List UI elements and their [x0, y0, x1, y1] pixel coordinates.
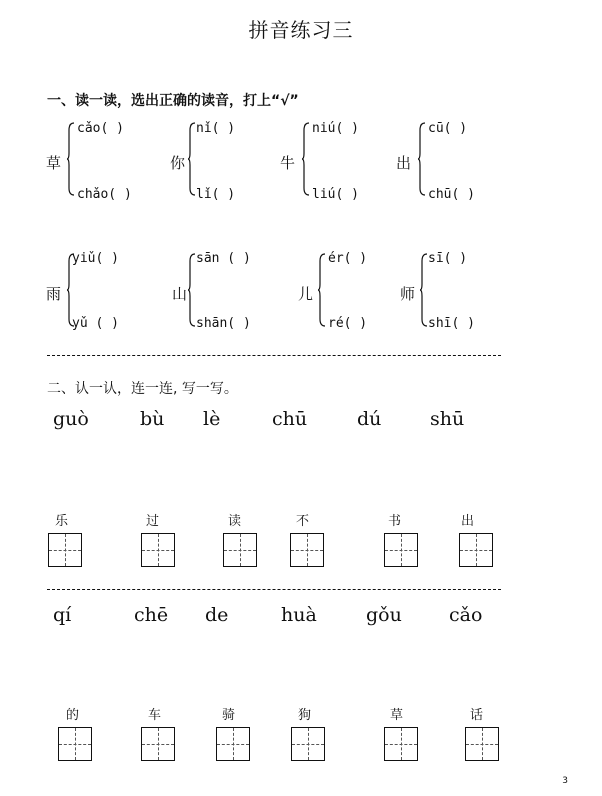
group-character: 你 — [170, 154, 186, 172]
pinyin-word[interactable]: chē — [134, 604, 169, 626]
brace-icon — [67, 122, 75, 196]
writing-grid-box[interactable] — [384, 533, 418, 567]
option-bottom[interactable]: chū( ) — [428, 187, 475, 202]
pinyin-word[interactable]: qí — [53, 604, 72, 626]
hanzi-character[interactable]: 草 — [390, 708, 404, 723]
hanzi-character[interactable]: 读 — [228, 514, 242, 529]
writing-grid-box[interactable] — [216, 727, 250, 761]
option-bottom[interactable]: shī( ) — [428, 316, 475, 331]
option-bottom[interactable]: chǎo( ) — [77, 187, 132, 202]
brace-icon — [318, 253, 326, 327]
hanzi-character[interactable]: 狗 — [298, 708, 312, 723]
hanzi-character[interactable]: 不 — [296, 514, 310, 529]
section2-heading: 二、认一认，连一连, 写一写。 — [47, 381, 238, 397]
option-top[interactable]: ér( ) — [328, 251, 368, 266]
group-character: 出 — [396, 154, 412, 172]
writing-grid-box[interactable] — [141, 727, 175, 761]
pinyin-word[interactable]: huà — [281, 604, 317, 626]
pinyin-word[interactable]: lè — [203, 408, 221, 430]
pinyin-word[interactable]: bù — [140, 408, 165, 430]
brace-icon — [188, 253, 196, 327]
dashed-divider — [47, 589, 501, 590]
dashed-divider — [47, 355, 501, 356]
group-character: 雨 — [46, 285, 62, 303]
group-character: 师 — [400, 285, 416, 303]
pinyin-word[interactable]: shū — [430, 408, 465, 430]
brace-icon — [420, 253, 428, 327]
option-bottom[interactable]: lǐ( ) — [196, 187, 236, 202]
group-character: 山 — [172, 285, 188, 303]
option-top[interactable]: sān ( ) — [196, 251, 251, 266]
page-number: 3 — [562, 776, 568, 786]
option-top[interactable]: nǐ( ) — [196, 121, 236, 136]
writing-grid-box[interactable] — [465, 727, 499, 761]
hanzi-character[interactable]: 的 — [66, 708, 80, 723]
pinyin-word[interactable]: dú — [357, 408, 382, 430]
writing-grid-box[interactable] — [291, 727, 325, 761]
pinyin-word[interactable]: cǎo — [449, 604, 483, 626]
hanzi-character[interactable]: 乐 — [55, 514, 69, 529]
writing-grid-box[interactable] — [459, 533, 493, 567]
hanzi-character[interactable]: 出 — [461, 514, 475, 529]
option-top[interactable]: cǎo( ) — [77, 121, 124, 136]
group-character: 牛 — [280, 154, 296, 172]
page-title: 拼音练习三 — [248, 18, 354, 42]
option-top[interactable]: niú( ) — [312, 121, 359, 136]
option-top[interactable]: cū( ) — [428, 121, 468, 136]
brace-icon — [302, 122, 310, 196]
group-character: 草 — [46, 154, 62, 172]
hanzi-character[interactable]: 书 — [388, 514, 402, 529]
writing-grid-box[interactable] — [223, 533, 257, 567]
writing-grid-box[interactable] — [384, 727, 418, 761]
pinyin-word[interactable]: chū — [272, 408, 308, 430]
option-top[interactable]: yiǔ( ) — [72, 251, 119, 266]
option-bottom[interactable]: liú( ) — [312, 187, 359, 202]
group-character: 儿 — [298, 285, 314, 303]
option-top[interactable]: sī( ) — [428, 251, 468, 266]
option-bottom[interactable]: yǔ ( ) — [72, 316, 119, 331]
hanzi-character[interactable]: 车 — [148, 708, 162, 723]
section1-heading: 一、读一读，选出正确的读音，打上“√” — [47, 93, 299, 109]
pinyin-word[interactable]: de — [205, 604, 229, 626]
writing-grid-box[interactable] — [141, 533, 175, 567]
option-bottom[interactable]: shān( ) — [196, 316, 251, 331]
hanzi-character[interactable]: 过 — [146, 514, 160, 529]
hanzi-character[interactable]: 骑 — [222, 708, 236, 723]
brace-icon — [418, 122, 426, 196]
writing-grid-box[interactable] — [290, 533, 324, 567]
pinyin-word[interactable]: gǒu — [366, 604, 402, 626]
pinyin-word[interactable]: guò — [53, 408, 89, 430]
brace-icon — [188, 122, 196, 196]
hanzi-character[interactable]: 话 — [470, 708, 484, 723]
option-bottom[interactable]: ré( ) — [328, 316, 368, 331]
writing-grid-box[interactable] — [58, 727, 92, 761]
writing-grid-box[interactable] — [48, 533, 82, 567]
